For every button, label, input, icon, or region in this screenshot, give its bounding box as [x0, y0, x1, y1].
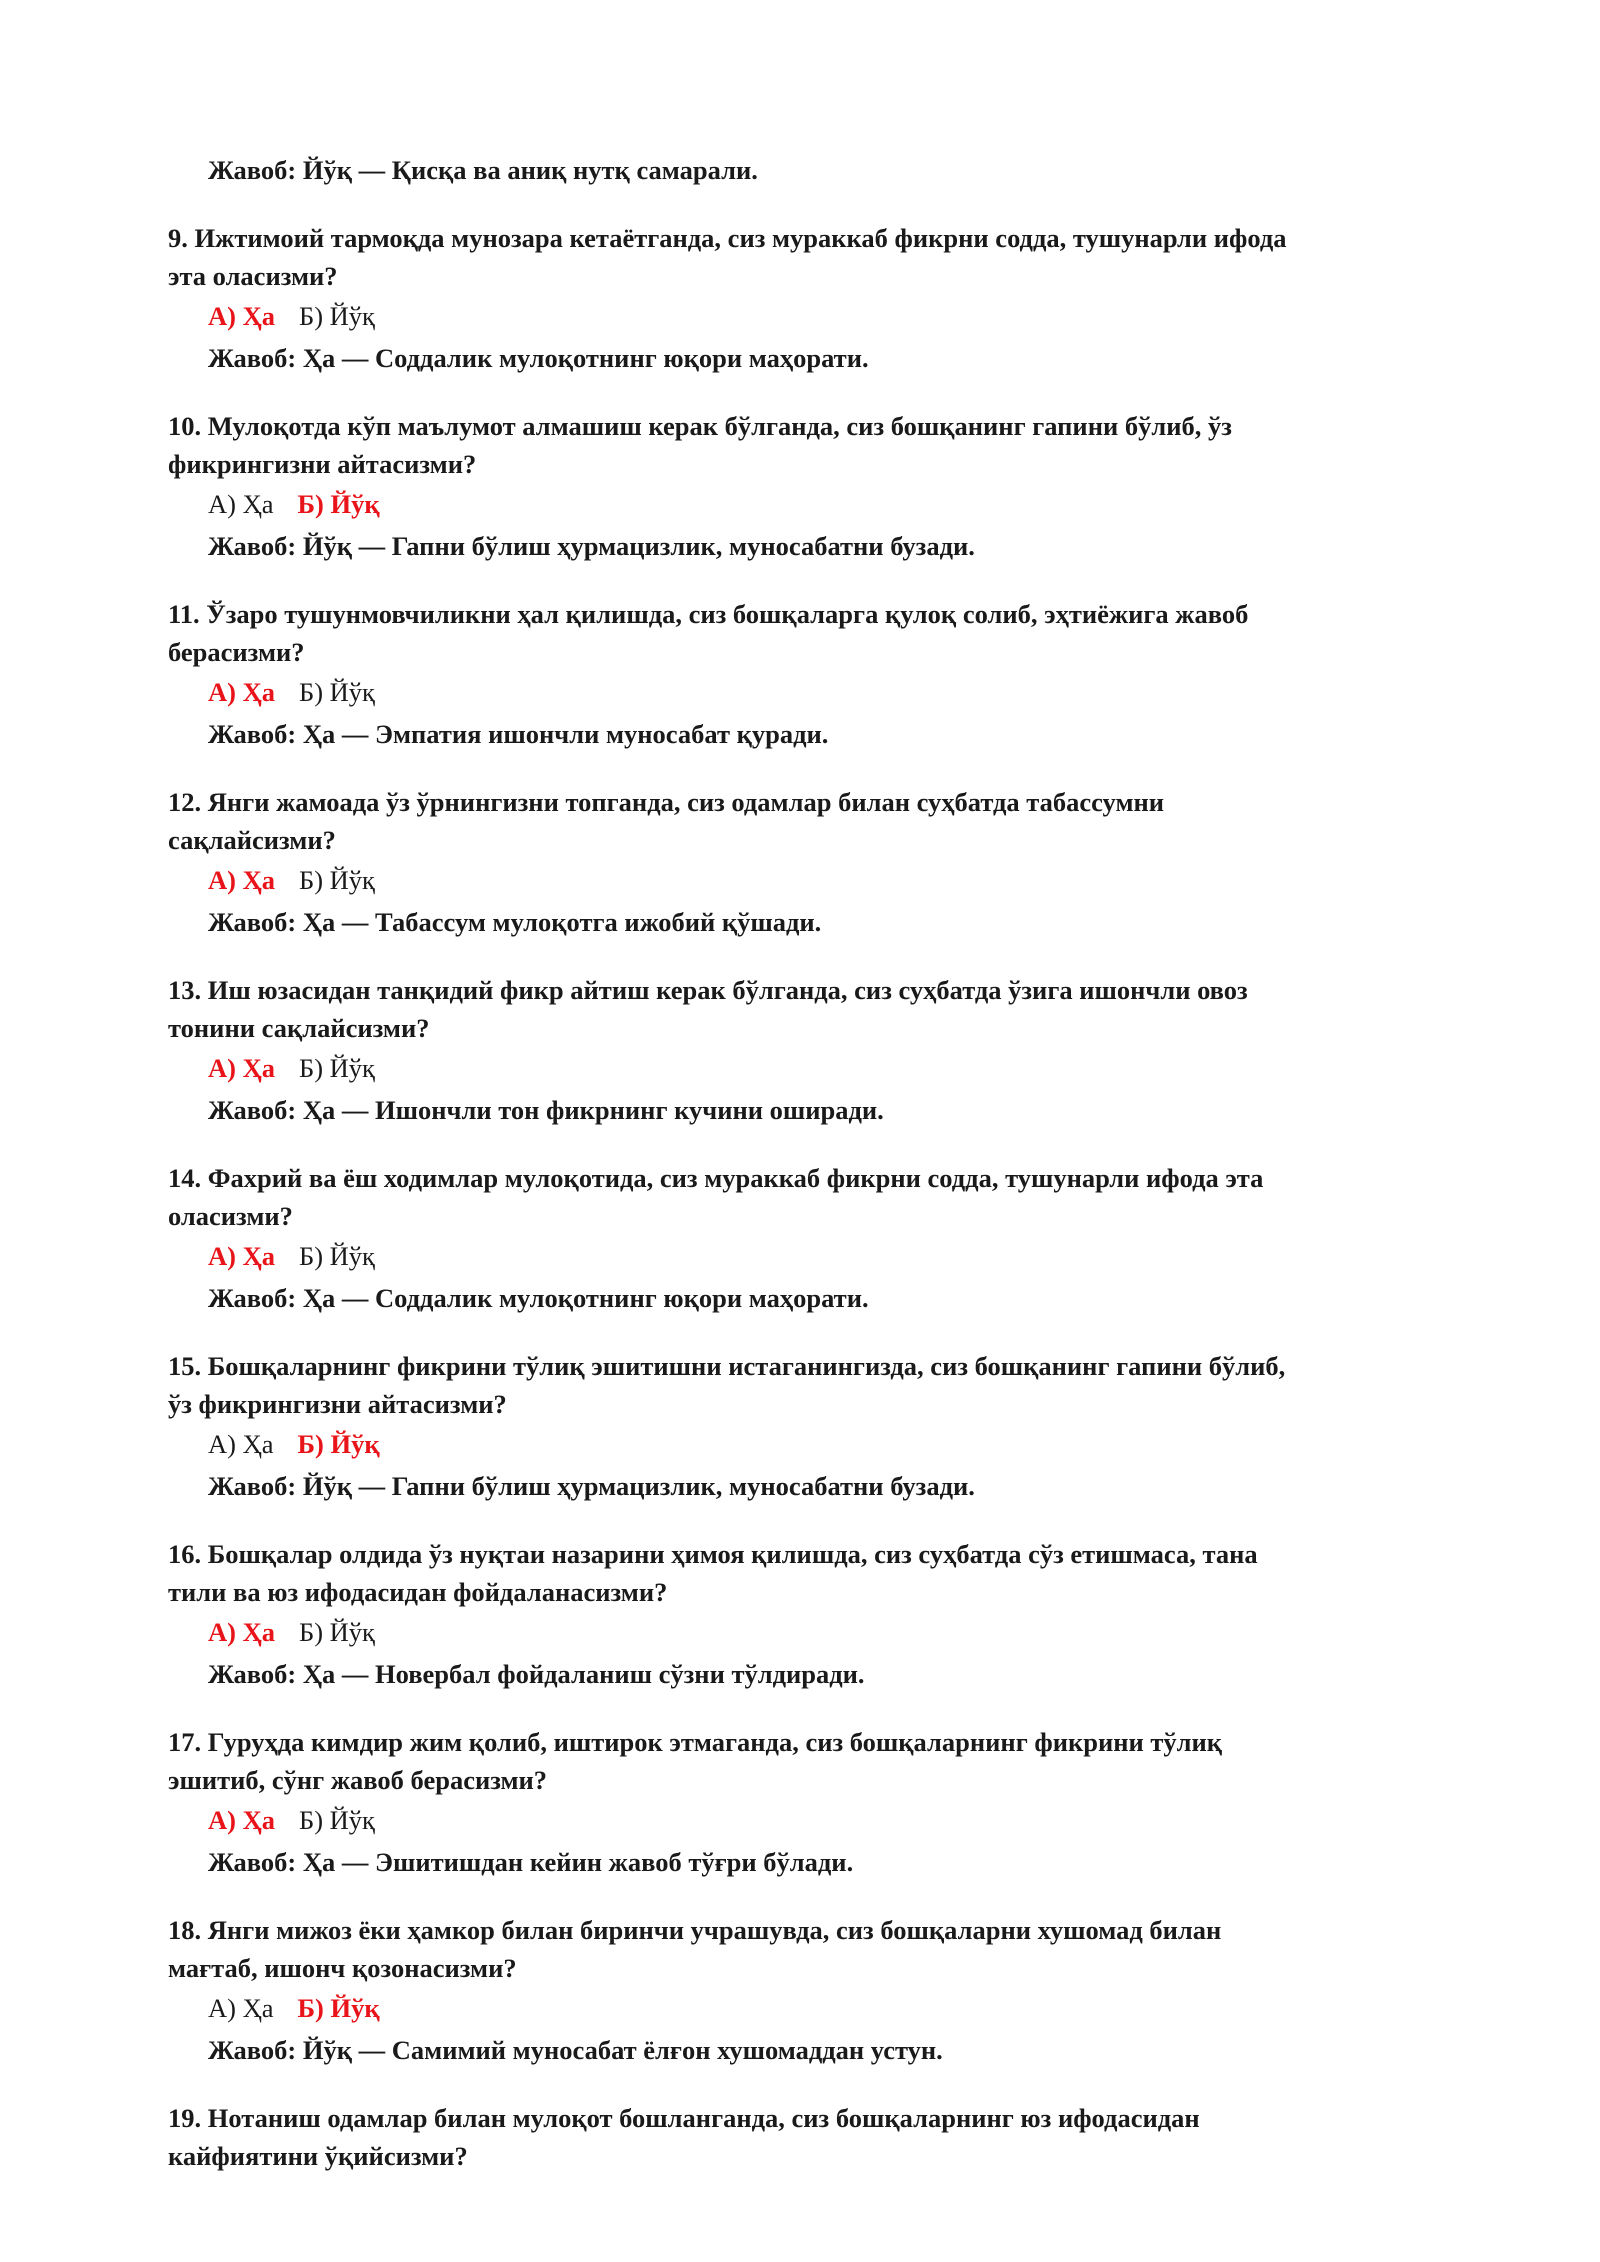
- question-text: 12. Янги жамоада ўз ўрнингизни топганда, сиз одамлар билан суҳбатда табассумни: [168, 787, 1165, 817]
- option-b: Б) Йўқ: [298, 1053, 375, 1083]
- answer-options: [208, 862, 375, 898]
- question-text: 10. Мулоқотда кўп маълумот алмашиш керак бўлганда, сиз бошқанинг гапини бўлиб, ўз: [168, 411, 1232, 441]
- answer-options: [208, 1050, 375, 1086]
- option-a: А) Ҳа: [208, 1617, 275, 1647]
- option-b: Б) Йўқ: [298, 301, 375, 331]
- option-b: Б) Йўқ: [298, 865, 375, 895]
- option-b: Б) Йўқ: [298, 677, 375, 707]
- option-a: А) Ҳа: [208, 677, 275, 707]
- question-text: оласизми?: [168, 1201, 293, 1231]
- option-a: А) Ҳа: [208, 489, 274, 519]
- option-a: А) Ҳа: [208, 1241, 275, 1271]
- option-b: Б) Йўқ: [297, 489, 380, 519]
- answer-options: [208, 1614, 375, 1650]
- answer-explanation: Жавоб: Ҳа — Эмпатия ишончли муносабат қуради.: [208, 719, 829, 749]
- answer-options: [208, 674, 375, 710]
- option-b: Б) Йўқ: [298, 1617, 375, 1647]
- question-text: фикрингизни айтасизми?: [168, 449, 477, 479]
- answer-explanation: Жавоб: Ҳа — Новербал фойдаланиш сўзни тўлдиради.: [208, 1659, 865, 1689]
- answer-options: [208, 1990, 380, 2026]
- question-text: тонини сақлайсизми?: [168, 1013, 430, 1043]
- question-text: 11. Ўзаро тушунмовчиликни ҳал қилишда, сиз бошқаларга қулоқ солиб, эҳтиёжига жавоб: [168, 599, 1249, 629]
- answer-explanation: Жавоб: Ҳа — Соддалик мулоқотнинг юқори маҳорати.: [208, 343, 869, 373]
- question-text: эта оласизми?: [168, 261, 338, 291]
- answer-explanation: Жавоб: Йўқ — Гапни бўлиш ҳурмацизлик, муносабатни бузади.: [208, 1471, 975, 1501]
- option-b: Б) Йўқ: [297, 1993, 380, 2023]
- answer-explanation: Жавоб: Ҳа — Табассум мулоқотга ижобий қўшади.: [208, 907, 822, 937]
- answer-explanation: Жавоб: Ҳа — Ишончли тон фикрнинг кучини оширади.: [208, 1095, 884, 1125]
- question-text: ўз фикрингизни айтасизми?: [168, 1389, 507, 1419]
- answer-explanation: Жавоб: Ҳа — Соддалик мулоқотнинг юқори маҳорати.: [208, 1283, 869, 1313]
- answer-explanation: Жавоб: Ҳа — Эшитишдан кейин жавоб тўғри бўлади.: [208, 1847, 854, 1877]
- option-b: Б) Йўқ: [298, 1805, 375, 1835]
- answer-options: [208, 1426, 380, 1462]
- option-a: А) Ҳа: [208, 1053, 275, 1083]
- question-text: 15. Бошқаларнинг фикрини тўлиқ эшитишни истаганингизда, сиз бошқанинг гапини бўлиб,: [168, 1351, 1286, 1381]
- question-text: 13. Иш юзасидан танқидий фикр айтиш керак бўлганда, сиз суҳбатда ўзига ишончли овоз: [168, 975, 1248, 1005]
- question-text: 16. Бошқалар олдида ўз нуқтаи назарини ҳимоя қилишда, сиз суҳбатда сўз етишмаса, тана: [168, 1539, 1258, 1569]
- answer-explanation: Жавоб: Йўқ — Гапни бўлиш ҳурмацизлик, муносабатни бузади.: [208, 531, 975, 561]
- question-text: кайфиятини ўқийсизми?: [168, 2141, 468, 2171]
- question-text: 19. Нотаниш одамлар билан мулоқот бошланганда, сиз бошқаларнинг юз ифодасидан: [168, 2103, 1200, 2133]
- option-a: А) Ҳа: [208, 865, 275, 895]
- question-text: сақлайсизми?: [168, 825, 336, 855]
- question-text: тили ва юз ифодасидан фойдаланасизми?: [168, 1577, 668, 1607]
- answer-explanation: Жавоб: Йўқ — Самимий муносабат ёлғон хушомаддан устун.: [208, 2035, 943, 2065]
- question-text: 9. Ижтимоий тармоқда мунозара кетаётганда, сиз мураккаб фикрни содда, тушунарли ифода: [168, 223, 1287, 253]
- answer-options: [208, 1802, 375, 1838]
- answer-explanation: Жавоб: Йўқ — Қисқа ва аниқ нутқ самарали.: [208, 155, 758, 185]
- option-a: А) Ҳа: [208, 1429, 274, 1459]
- answer-options: [208, 1238, 375, 1274]
- question-text: 18. Янги мижоз ёки ҳамкор билан биринчи учрашувда, сиз бошқаларни хушомад билан: [168, 1915, 1222, 1945]
- option-a: А) Ҳа: [208, 301, 275, 331]
- option-a: А) Ҳа: [208, 1993, 274, 2023]
- answer-options: [208, 298, 375, 334]
- question-text: эшитиб, сўнг жавоб берасизми?: [168, 1765, 548, 1795]
- option-a: А) Ҳа: [208, 1805, 275, 1835]
- question-text: 14. Фахрий ва ёш ходимлар мулоқотида, сиз мураккаб фикрни содда, тушунарли ифода эта: [168, 1163, 1264, 1193]
- option-b: Б) Йўқ: [298, 1241, 375, 1271]
- question-text: мағтаб, ишонч қозонасизми?: [168, 1953, 517, 1983]
- question-text: берасизми?: [168, 637, 305, 667]
- answer-options: [208, 486, 380, 522]
- option-b: Б) Йўқ: [297, 1429, 380, 1459]
- question-text: 17. Гуруҳда кимдир жим қолиб, иштирок этмаганда, сиз бошқаларнинг фикрини тўлиқ: [168, 1727, 1223, 1757]
